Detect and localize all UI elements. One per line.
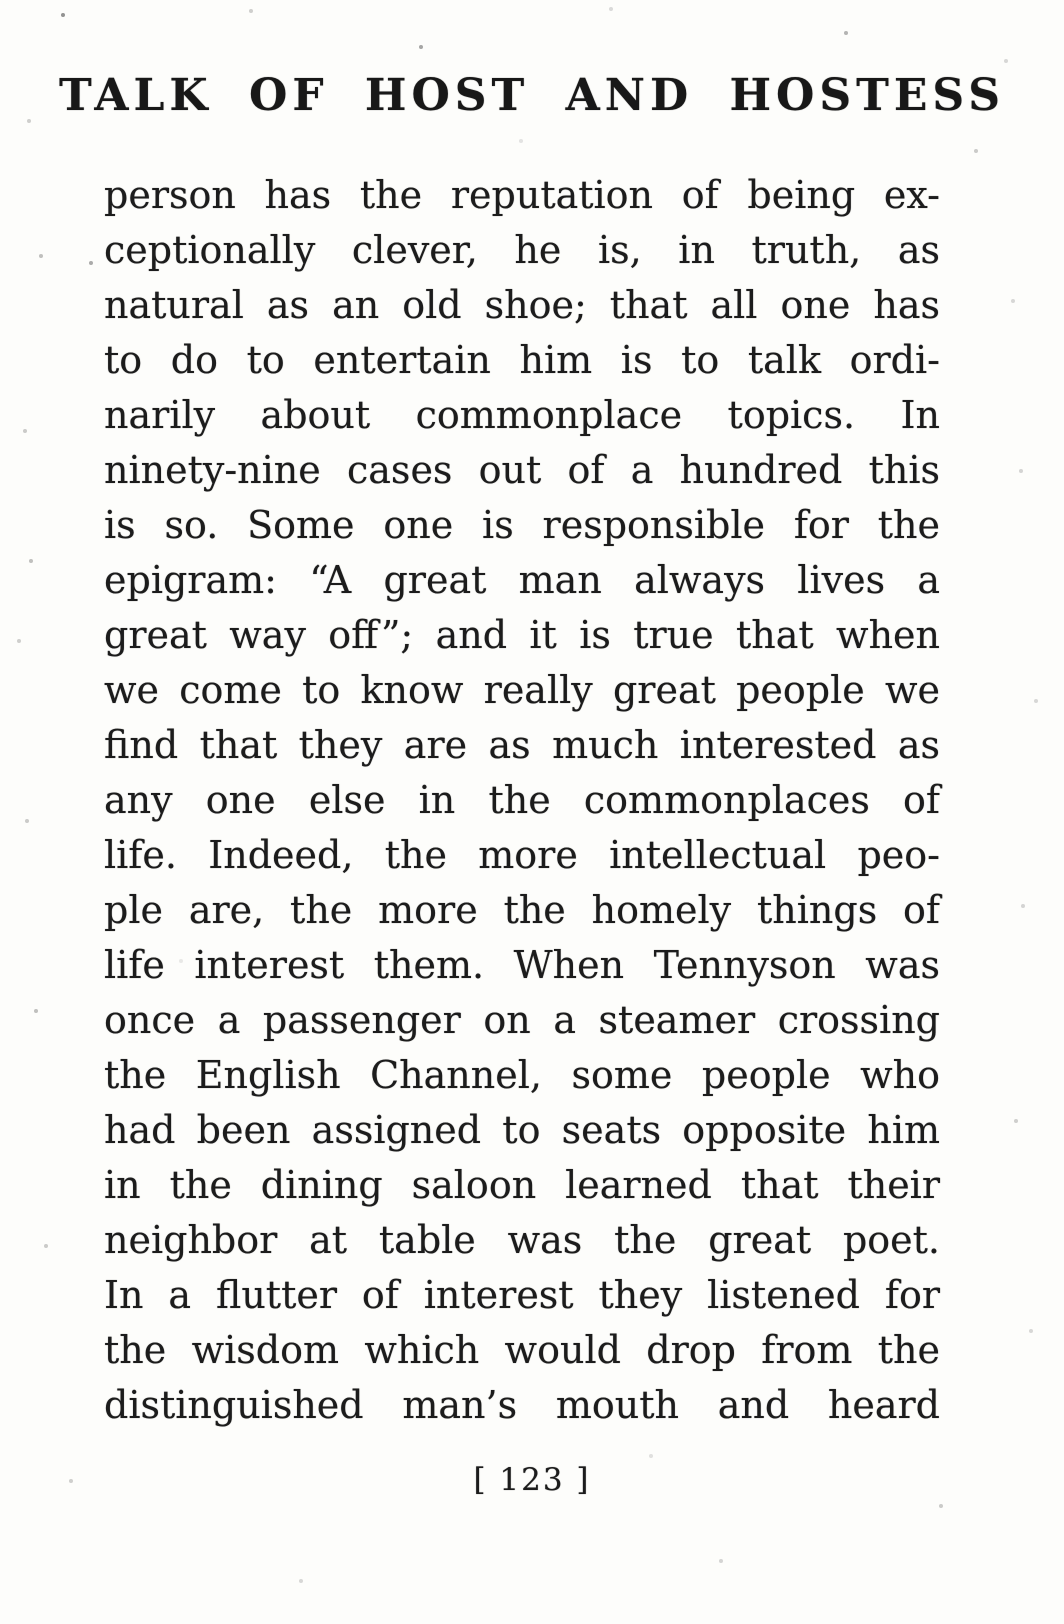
text-line: to do to entertain him is to talk ordi- [104, 338, 940, 382]
text-line: neighbor at table was the great poet. [104, 1218, 940, 1262]
text-line: great way off”; and it is true that when [104, 613, 940, 657]
text-line: life. Indeed, the more intellectual peo- [104, 833, 940, 877]
text-line: the wisdom which would drop from the [104, 1328, 940, 1372]
page-number: [ 123 ] [473, 1462, 591, 1498]
text-line: natural as an old shoe; that all one has [104, 283, 940, 327]
text-line: find that they are as much interested as [104, 723, 940, 767]
text-line: we come to know really great people we [104, 668, 940, 712]
text-line: narily about commonplace topics. In [104, 393, 940, 437]
text-line: the English Channel, some people who [104, 1053, 940, 1097]
text-line: had been assigned to seats opposite him [104, 1108, 940, 1152]
text-line: in the dining saloon learned that their [104, 1163, 940, 1207]
text-line: ninety-nine cases out of a hundred this [104, 448, 940, 492]
text-line: person has the reputation of being ex- [104, 173, 940, 217]
text-line: life interest them. When Tennyson was [104, 943, 940, 987]
text-line: once a passenger on a steamer crossing [104, 998, 940, 1042]
text-line: distinguished man’s mouth and heard [104, 1383, 940, 1427]
text-line: any one else in the commonplaces of [104, 778, 940, 822]
text-line: ple are, the more the homely things of [104, 888, 940, 932]
text-line: is so. Some one is responsible for the [104, 503, 940, 547]
text-line: epigram: “A great man always lives a [104, 558, 940, 602]
body-text [104, 168, 940, 1433]
scan-noise-speckles [0, 0, 2, 2]
chapter-running-head: TALK OF HOST AND HOSTESS [59, 70, 1005, 121]
text-line: In a flutter of interest they listened for [104, 1273, 940, 1317]
text-line: ceptionally clever, he is, in truth, as [104, 228, 940, 272]
